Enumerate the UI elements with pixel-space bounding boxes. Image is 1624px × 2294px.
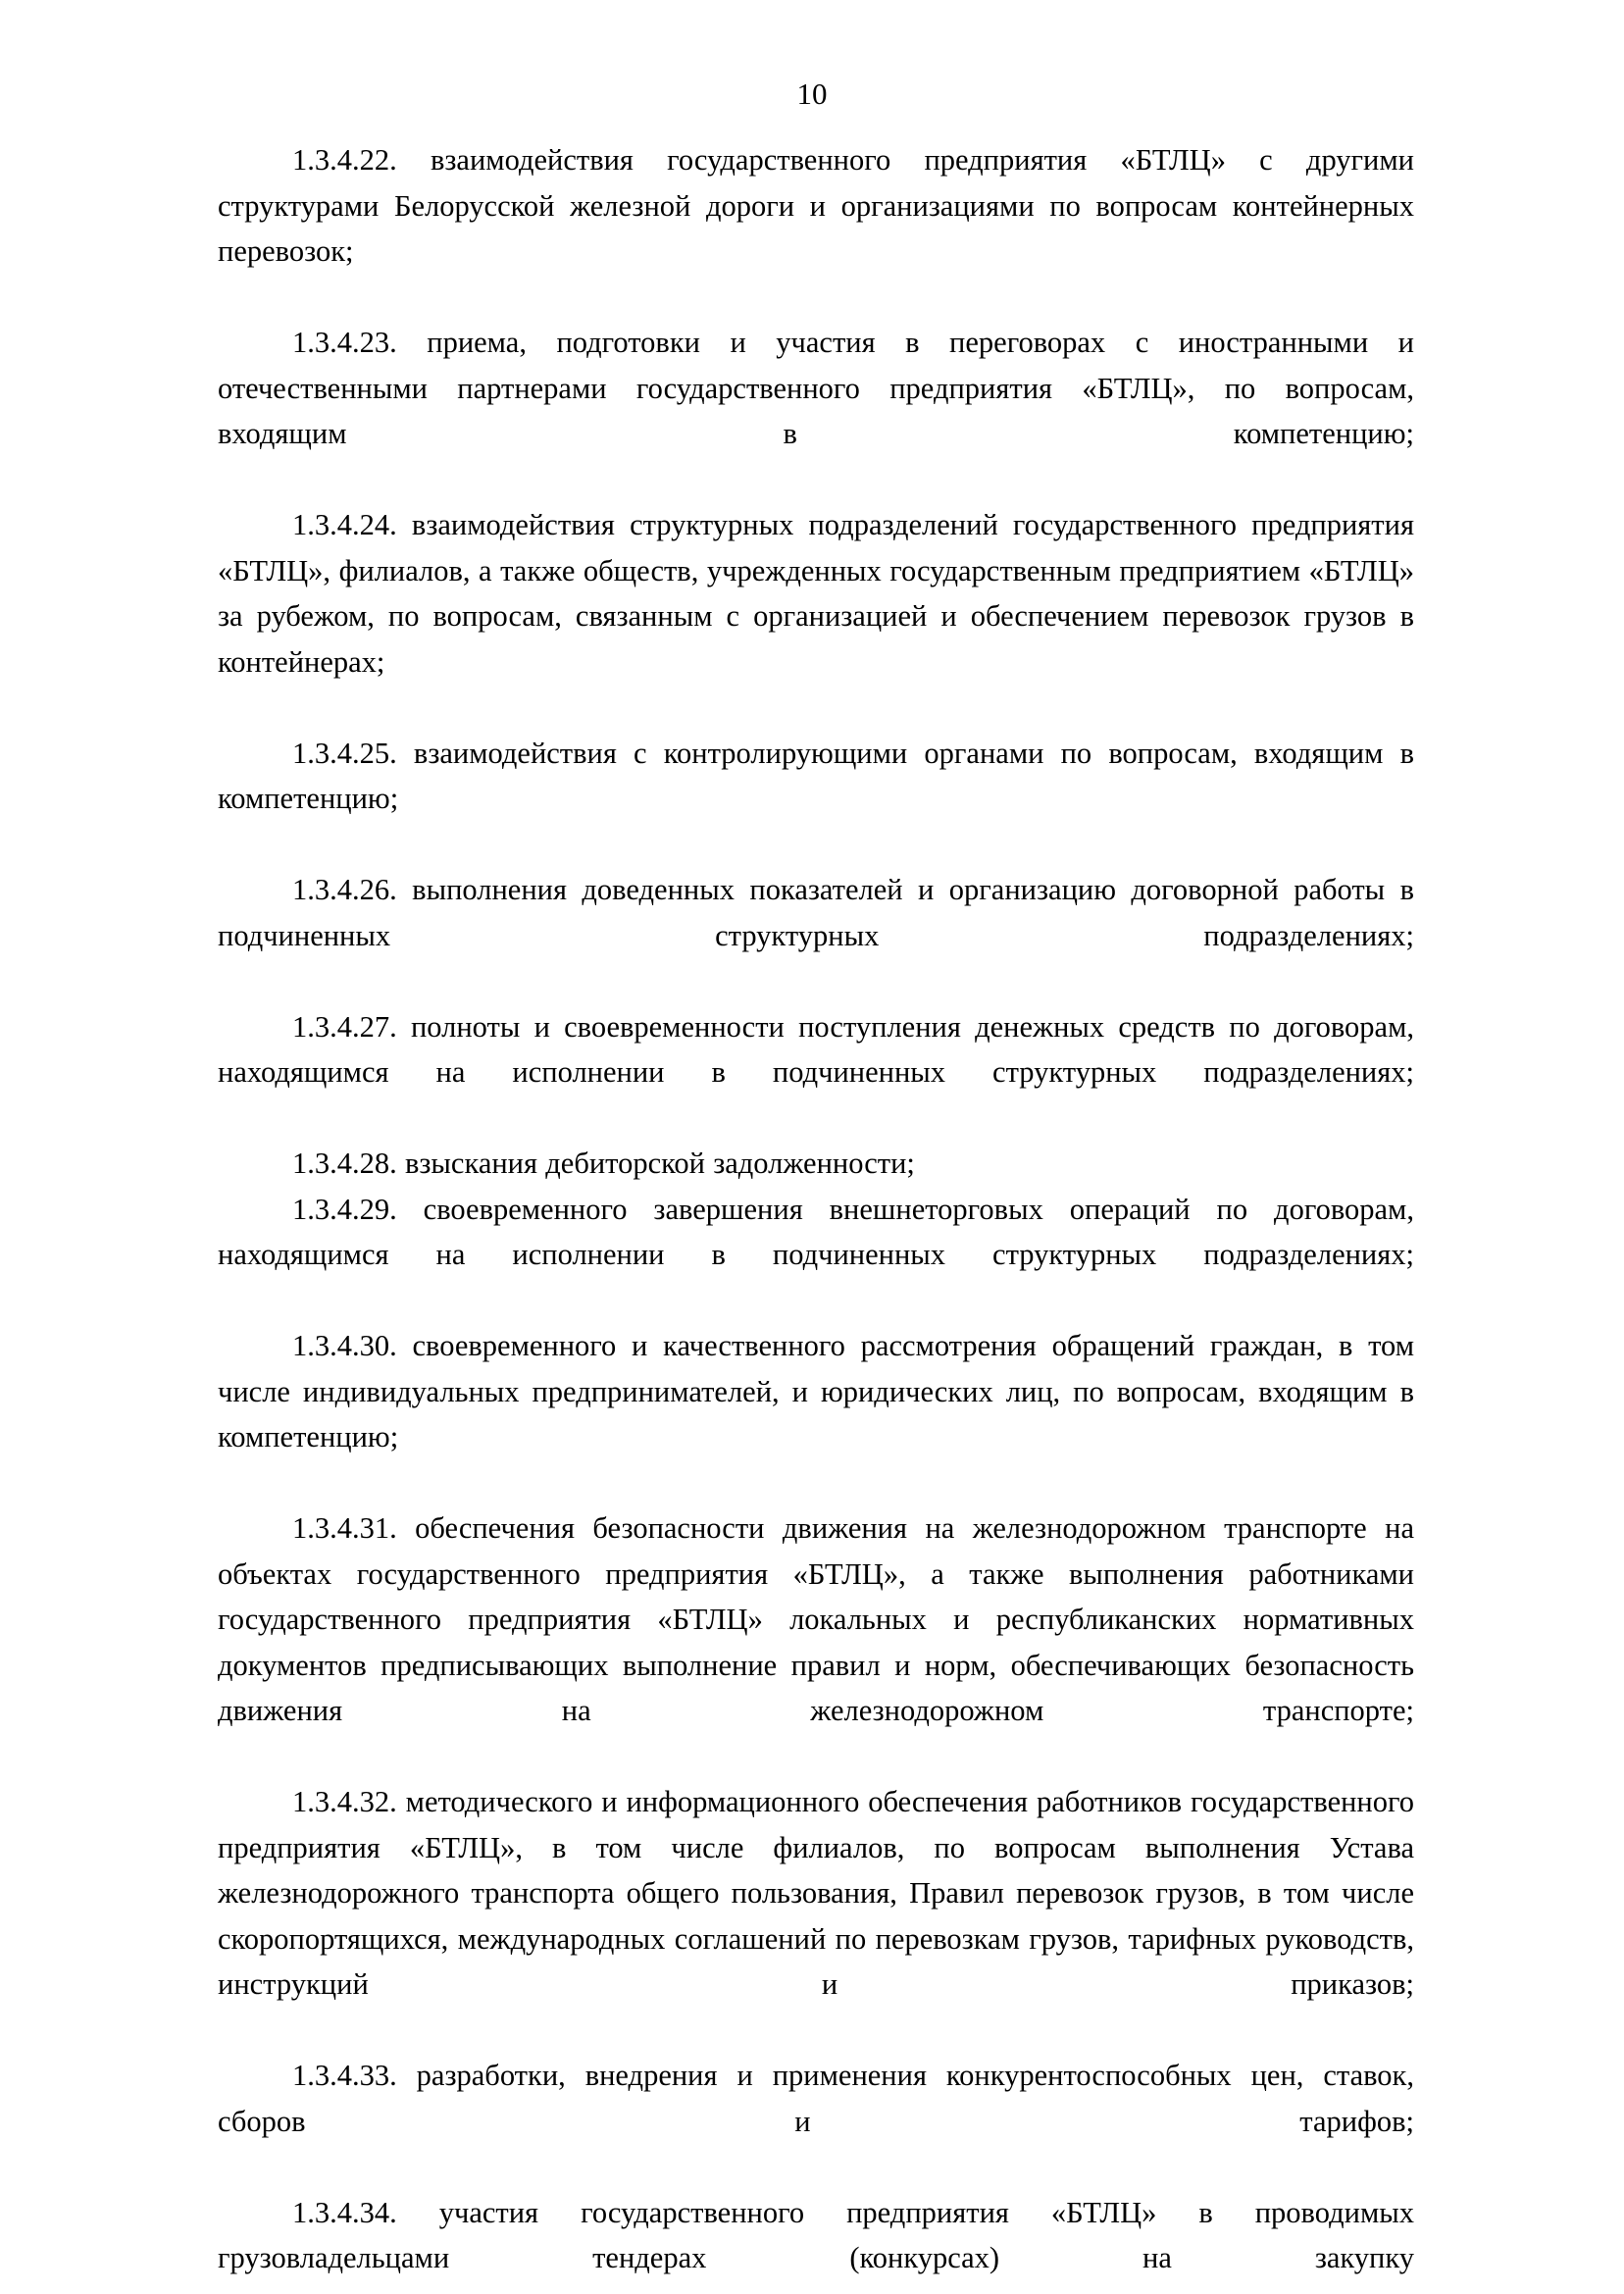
paragraph: 1.3.4.33. разработки, внедрения и применения конкурентоспособных цен, ставок, сборов и тарифов;	[218, 2059, 1414, 2138]
paragraph: 1.3.4.22. взаимодействия государственного предприятия «БТЛЦ» с другими структурами Белорусской железной дороги и организациями по вопросам контейнерных перевозок;	[218, 143, 1414, 268]
paragraph: 1.3.4.32. методического и информационного обеспечения работников государственного предприятия «БТЛЦ», в том числе филиалов, по вопросам выполнения Устава железнодорожного транспорта общего пользования, Правил перевозок грузов, в том числе скоропортящихся, международных соглашений по перевозкам грузов, тарифных руководств, инструкций и приказов;	[218, 1785, 1414, 2001]
document-body	[218, 137, 1414, 2294]
paragraph: 1.3.4.23. приема, подготовки и участия в переговорах с иностранными и отечественными партнерами государственного предприятия «БТЛЦ», по вопросам, входящим в компетенцию;	[218, 326, 1414, 450]
paragraph: 1.3.4.34. участия государственного предприятия «БТЛЦ» в проводимых грузовладельцами тендерах (конкурсах) на закупку	[218, 2195, 1414, 2274]
paragraph: 1.3.4.29. своевременного завершения внешнеторговых операций по договорам, находящимся на исполнении в подчиненных структурных подразделениях;	[218, 1192, 1414, 1271]
paragraph: 1.3.4.24. взаимодействия структурных подразделений государственного предприятия «БТЛЦ», филиалов, а также обществ, учрежденных государственным предприятием «БТЛЦ» за рубежом, по вопросам, связанным с организацией и обеспечением перевозок грузов в контейнерах;	[218, 508, 1414, 679]
page-number: 10	[796, 76, 828, 111]
paragraph: 1.3.4.25. взаимодействия с контролирующими органами по вопросам, входящим в компетенцию;	[218, 736, 1414, 815]
paragraph: 1.3.4.31. обеспечения безопасности движения на железнодорожном транспорте на объектах государственного предприятия «БТЛЦ», а также выполнения работниками государственного предприятия «БТЛЦ» локальных и республиканских нормативных документов предписывающих выполнение правил и норм, обеспечивающих безопасность движения на железнодорожном транспорте;	[218, 1511, 1414, 1727]
paragraph: 1.3.4.27. полноты и своевременности поступления денежных средств по договорам, находящимся на исполнении в подчиненных структурных подразделениях;	[218, 1009, 1414, 1089]
paragraph: 1.3.4.30. своевременного и качественного рассмотрения обращений граждан, в том числе индивидуальных предпринимателей, и юридических лиц, по вопросам, входящим в компетенцию;	[218, 1329, 1414, 1453]
paragraph: 1.3.4.28. взыскания дебиторской задолженности;	[292, 1147, 915, 1180]
paragraph: 1.3.4.26. выполнения доведенных показателей и организацию договорной работы в подчиненных структурных подразделениях;	[218, 873, 1414, 952]
